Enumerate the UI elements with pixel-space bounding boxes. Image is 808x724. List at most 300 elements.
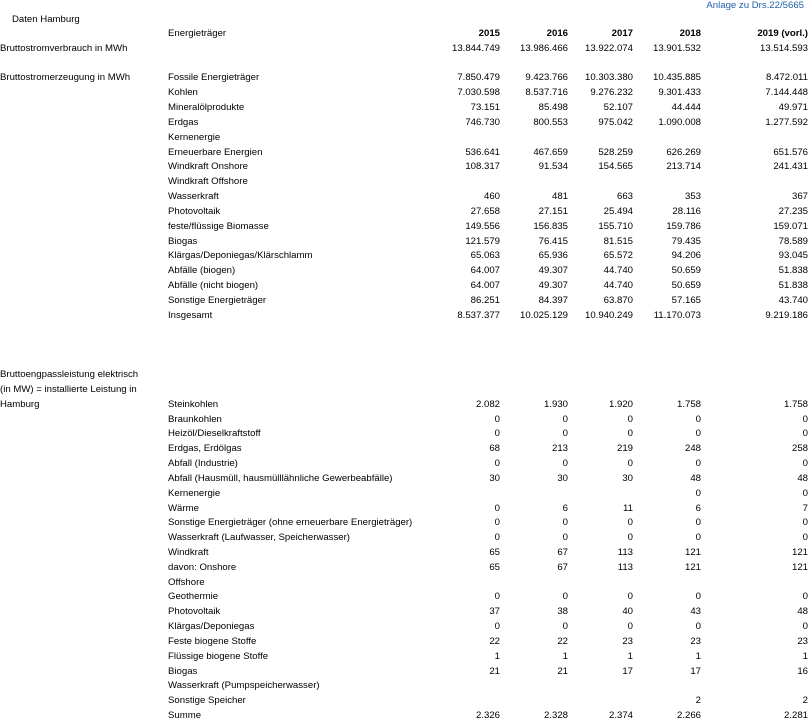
section-label	[0, 650, 168, 665]
row-label: Insgesamt	[168, 309, 213, 321]
value-cell	[701, 353, 808, 368]
value-cell: 2019 (vorl.)	[757, 28, 808, 39]
value-cell: 7.144.448	[765, 87, 808, 99]
value-cell: 81.515	[603, 235, 633, 247]
value-cell: 17	[622, 665, 633, 677]
value-cell: 38	[557, 606, 568, 618]
value-cell: 0	[802, 487, 808, 499]
value-cell: 108.317	[465, 161, 500, 173]
row-label	[168, 353, 444, 368]
section-label	[0, 679, 168, 694]
value-cell: 663	[616, 191, 633, 203]
value-cell: 48	[797, 472, 808, 484]
leistung-row	[0, 650, 808, 665]
value-cell: 78.589	[778, 235, 808, 247]
value-cell: 84.397	[538, 294, 568, 306]
section-label	[0, 294, 168, 309]
value-cell: 76.415	[538, 235, 568, 247]
row-label	[168, 42, 444, 57]
value-cell	[444, 368, 500, 383]
section-label	[0, 531, 168, 546]
value-cell	[568, 324, 633, 339]
section-label: Hamburg	[0, 398, 40, 410]
value-cell: 63.870	[603, 294, 633, 306]
leistung-row	[0, 531, 808, 546]
section-label	[0, 502, 168, 517]
value-cell: 65.572	[603, 250, 633, 262]
row-label	[168, 324, 444, 339]
value-cell: 0	[695, 621, 701, 633]
row-label: Biogas	[168, 235, 198, 247]
value-cell	[568, 487, 633, 502]
value-cell: 23	[690, 635, 701, 647]
section-label	[0, 665, 168, 680]
value-cell: 2	[695, 695, 701, 707]
value-cell: 11	[623, 502, 633, 514]
value-cell: 8.537.377	[457, 309, 500, 321]
value-cell: 149.556	[465, 220, 500, 232]
section-label	[0, 309, 168, 324]
section-label	[0, 57, 168, 72]
value-cell: 44.740	[603, 280, 633, 292]
value-cell	[500, 324, 568, 339]
value-cell	[444, 353, 500, 368]
value-cell: 30	[489, 472, 500, 484]
value-cell: 27.658	[470, 205, 500, 217]
row-label: Steinkohlen	[168, 398, 219, 410]
value-cell	[633, 368, 701, 383]
value-cell: 10.025.129	[519, 309, 568, 321]
value-cell: 49.971	[778, 102, 808, 114]
value-cell	[701, 679, 808, 694]
value-cell	[701, 131, 808, 146]
row-label: Wasserkraft (Laufwasser, Speicherwasser)	[168, 532, 350, 544]
value-cell	[500, 353, 568, 368]
value-cell: 2.266	[676, 710, 701, 722]
erzeugung-row	[0, 205, 808, 220]
value-cell	[568, 679, 633, 694]
value-cell	[444, 175, 500, 190]
value-cell: 43.740	[778, 294, 808, 306]
leistung-row	[0, 457, 808, 472]
value-cell: 91.534	[538, 161, 568, 173]
value-cell: 746.730	[465, 116, 500, 128]
value-cell: 52.107	[603, 102, 633, 114]
value-cell: 2.374	[608, 710, 633, 722]
value-cell: 2017	[611, 28, 633, 39]
section-label	[0, 635, 168, 650]
row-label: Abfall (Industrie)	[168, 458, 238, 470]
section-label	[0, 249, 168, 264]
value-cell: 258	[791, 443, 808, 455]
value-cell: 65.063	[470, 250, 500, 262]
section-label	[0, 338, 168, 353]
section-label	[0, 427, 168, 442]
value-cell: 0	[802, 591, 808, 603]
value-cell: 0	[562, 413, 568, 425]
value-cell: 0	[627, 458, 633, 470]
value-cell: 0	[802, 428, 808, 440]
value-cell	[568, 576, 633, 591]
value-cell: 353	[684, 191, 701, 203]
value-cell: 7.850.479	[457, 72, 500, 84]
value-cell: 13.986.466	[519, 42, 568, 54]
value-cell	[444, 383, 500, 398]
leistung-row	[0, 398, 808, 413]
value-cell	[500, 487, 568, 502]
value-cell	[633, 338, 701, 353]
leistung-row	[0, 427, 808, 442]
section-label	[0, 160, 168, 175]
value-cell	[701, 368, 808, 383]
value-cell: 0	[802, 413, 808, 425]
row-label: Photovoltaik	[168, 606, 221, 618]
value-cell: 25.494	[603, 205, 633, 217]
row-label: Sonstige Energieträger (ohne erneuerbare Energieträger)	[168, 517, 413, 529]
row-label: Mineralölprodukte	[168, 102, 245, 114]
value-cell: 121	[684, 561, 701, 573]
row-label: Summe	[168, 710, 202, 722]
row-label	[168, 338, 444, 353]
value-cell: 528.259	[598, 146, 633, 158]
section-label	[0, 561, 168, 576]
value-cell: 64.007	[470, 280, 500, 292]
value-cell: 0	[695, 428, 701, 440]
section-label	[0, 487, 168, 502]
erzeugung-row	[0, 146, 808, 161]
value-cell	[633, 576, 701, 591]
value-cell: 8.472.011	[766, 72, 808, 84]
value-cell	[568, 131, 633, 146]
row-label: Wasserkraft	[168, 191, 219, 203]
value-cell	[444, 324, 500, 339]
value-cell: 16	[797, 665, 808, 677]
page-title: Daten Hamburg	[12, 14, 80, 25]
value-cell: 13.514.593	[759, 42, 808, 54]
row-label: feste/flüssige Biomasse	[168, 220, 269, 232]
value-cell: 13.901.532	[652, 42, 701, 54]
section-label	[0, 442, 168, 457]
leistung-row	[0, 694, 808, 709]
erzeugung-row	[0, 279, 808, 294]
value-cell	[444, 679, 500, 694]
section-label	[0, 590, 168, 605]
value-cell	[500, 131, 568, 146]
leistung-row	[0, 546, 808, 561]
value-cell	[701, 324, 808, 339]
row-label: Kohlen	[168, 87, 198, 99]
value-cell	[701, 175, 808, 190]
value-cell	[500, 368, 568, 383]
section-label	[0, 472, 168, 487]
value-cell: 213	[551, 443, 568, 455]
value-cell	[444, 576, 500, 591]
value-cell: 481	[551, 191, 568, 203]
section-label	[0, 620, 168, 635]
spacer-row	[0, 353, 808, 368]
value-cell: 8.537.716	[525, 87, 568, 99]
value-cell: 0	[562, 621, 568, 633]
value-cell: 0	[802, 458, 808, 470]
value-cell: 248	[684, 443, 701, 455]
section-label	[0, 324, 168, 339]
value-cell: 213.714	[666, 161, 701, 173]
value-cell: 2018	[679, 28, 701, 39]
section-label	[0, 279, 168, 294]
value-cell	[568, 175, 633, 190]
value-cell: 10.303.380	[584, 72, 633, 84]
section-label	[0, 694, 168, 709]
value-cell: 9.301.433	[658, 87, 701, 99]
value-cell	[568, 383, 633, 398]
row-label: Sonstige Speicher	[168, 695, 246, 707]
erzeugung-row	[0, 71, 808, 86]
value-cell: 0	[695, 487, 701, 499]
erzeugung-row	[0, 86, 808, 101]
value-cell: 0	[695, 532, 701, 544]
section-label	[0, 353, 168, 368]
value-cell: 121	[791, 546, 808, 558]
value-cell	[500, 576, 568, 591]
section-label: Bruttostromerzeugung in MWh	[0, 72, 131, 84]
value-cell: 113	[617, 546, 633, 558]
value-cell: 1	[695, 650, 701, 662]
value-cell: 67	[557, 546, 568, 558]
row-label: Wasserkraft (Pumpspeicherwasser)	[168, 680, 320, 692]
value-cell: 49.307	[538, 265, 568, 277]
row-label: Kernenergie	[168, 487, 221, 499]
value-cell	[633, 679, 701, 694]
value-cell: 9.219.186	[765, 309, 808, 321]
leistung-row	[0, 576, 808, 591]
value-cell: 1.930	[543, 398, 568, 410]
header-row	[0, 27, 808, 42]
value-cell	[568, 353, 633, 368]
value-cell: 43	[690, 606, 701, 618]
value-cell: 0	[494, 532, 500, 544]
section-label	[0, 235, 168, 250]
value-cell: 0	[695, 517, 701, 529]
row-label: Geothermie	[168, 591, 219, 603]
erzeugung-row	[0, 220, 808, 235]
row-label: Windkraft	[168, 546, 209, 558]
leistung-row	[0, 442, 808, 457]
leistung-row	[0, 502, 808, 517]
value-cell: 0	[802, 621, 808, 633]
value-cell: 6	[695, 502, 701, 514]
value-cell: 10.435.885	[652, 72, 701, 84]
value-cell	[633, 131, 701, 146]
value-cell: 94.206	[671, 250, 701, 262]
row-label: Wärme	[168, 502, 199, 514]
section-label	[0, 27, 168, 42]
row-label: Flüssige biogene Stoffe	[168, 650, 269, 662]
row-label: Erdgas	[168, 116, 199, 128]
value-cell: 27.151	[538, 205, 568, 217]
value-cell	[444, 487, 500, 502]
value-cell: 0	[494, 413, 500, 425]
value-cell: 0	[627, 591, 633, 603]
spacer-row	[0, 338, 808, 353]
value-cell: 67	[557, 561, 568, 573]
row-label: Windkraft Onshore	[168, 161, 248, 173]
section-label	[0, 116, 168, 131]
value-cell	[500, 679, 568, 694]
value-cell: 21	[489, 665, 500, 677]
value-cell: 22	[557, 635, 568, 647]
section-label	[0, 516, 168, 531]
value-cell: 121	[684, 546, 701, 558]
erzeugung-row	[0, 309, 808, 324]
erzeugung-row	[0, 294, 808, 309]
value-cell: 79.435	[671, 235, 701, 247]
value-cell: 219	[616, 443, 633, 455]
value-cell: 9.276.232	[590, 87, 633, 99]
value-cell: 113	[617, 561, 633, 573]
value-cell: 0	[627, 428, 633, 440]
value-cell: 64.007	[470, 265, 500, 277]
value-cell: 51.838	[778, 280, 808, 292]
leistung-label-row	[0, 383, 808, 398]
section-label	[0, 413, 168, 428]
value-cell: 0	[627, 621, 633, 633]
row-label: Heizöl/Dieselkraftstoff	[168, 428, 261, 440]
leistung-row	[0, 590, 808, 605]
value-cell: 1	[494, 650, 500, 662]
value-cell: 13.922.074	[584, 42, 633, 54]
value-cell: 1	[627, 650, 633, 662]
row-label: Photovoltaik	[168, 205, 221, 217]
value-cell: 23	[622, 635, 633, 647]
section-label	[0, 175, 168, 190]
document-reference: Anlage zu Drs.22/5665	[706, 0, 804, 11]
value-cell: 159.071	[773, 220, 808, 232]
value-cell: 2.326	[475, 710, 500, 722]
value-cell: 86.251	[470, 294, 500, 306]
value-cell: 27.235	[778, 205, 808, 217]
value-cell: 121.579	[465, 235, 500, 247]
row-label: Biogas	[168, 665, 198, 677]
row-label	[168, 383, 444, 398]
value-cell	[444, 338, 500, 353]
section-label	[0, 131, 168, 146]
value-cell: 48	[797, 606, 808, 618]
section-label: Bruttoengpassleistung elektrisch	[0, 369, 139, 381]
value-cell: 2.082	[475, 398, 500, 410]
erzeugung-row	[0, 264, 808, 279]
row-label: Feste biogene Stoffe	[168, 635, 257, 647]
value-cell: 7	[802, 502, 808, 514]
section-label	[0, 205, 168, 220]
section-label	[0, 605, 168, 620]
leistung-row	[0, 635, 808, 650]
value-cell: 65.936	[538, 250, 568, 262]
value-cell: 0	[562, 532, 568, 544]
value-cell: 2.281	[783, 710, 808, 722]
value-cell	[633, 175, 701, 190]
row-label: Braunkohlen	[168, 413, 222, 425]
value-cell	[633, 324, 701, 339]
value-cell: 50.659	[671, 280, 701, 292]
value-cell: 44.740	[603, 265, 633, 277]
value-cell: 7.030.598	[457, 87, 500, 99]
value-cell	[500, 175, 568, 190]
value-cell: 460	[483, 191, 500, 203]
erzeugung-row	[0, 160, 808, 175]
value-cell	[633, 57, 701, 72]
value-cell: 0	[494, 517, 500, 529]
section-label	[0, 146, 168, 161]
section-label: Bruttostromverbrauch in MWh	[0, 42, 128, 54]
value-cell	[500, 694, 568, 709]
section-label	[0, 457, 168, 472]
erzeugung-row	[0, 116, 808, 131]
value-cell: 1	[802, 650, 808, 662]
value-cell: 0	[695, 413, 701, 425]
value-cell: 30	[557, 472, 568, 484]
value-cell: 651.576	[773, 146, 808, 158]
leistung-row	[0, 679, 808, 694]
leistung-row	[0, 665, 808, 680]
value-cell: 48	[690, 472, 701, 484]
row-label: Erneuerbare Energien	[168, 146, 263, 158]
value-cell: 22	[489, 635, 500, 647]
value-cell: 626.269	[666, 146, 701, 158]
row-label: Abfälle (nicht biogen)	[168, 280, 259, 292]
value-cell: 1.758	[783, 398, 808, 410]
value-cell: 0	[494, 591, 500, 603]
value-cell: 21	[557, 665, 568, 677]
row-label: Klärgas/Deponiegas	[168, 621, 255, 633]
value-cell: 241.431	[773, 161, 808, 173]
erzeugung-row	[0, 175, 808, 190]
value-cell: 0	[627, 413, 633, 425]
value-cell	[633, 353, 701, 368]
value-cell: 467.659	[533, 146, 568, 158]
energy-data-table	[0, 27, 808, 724]
section-label	[0, 101, 168, 116]
value-cell: 93.045	[778, 250, 808, 262]
value-cell	[444, 131, 500, 146]
value-cell	[568, 338, 633, 353]
value-cell: 49.307	[538, 280, 568, 292]
value-cell: 11.170.073	[653, 309, 701, 321]
value-cell: 0	[802, 517, 808, 529]
value-cell: 0	[494, 502, 500, 514]
value-cell	[444, 694, 500, 709]
value-cell: 65	[489, 561, 500, 573]
value-cell: 0	[695, 458, 701, 470]
value-cell: 121	[791, 561, 808, 573]
row-label: Abfälle (biogen)	[168, 265, 236, 277]
value-cell: 0	[802, 532, 808, 544]
value-cell: 65	[489, 546, 500, 558]
value-cell	[500, 338, 568, 353]
value-cell	[500, 383, 568, 398]
value-cell	[568, 57, 633, 72]
value-cell: 6	[562, 502, 568, 514]
value-cell: 0	[627, 517, 633, 529]
value-cell: 37	[489, 606, 500, 618]
section-label: (in MW) = installierte Leistung in	[0, 383, 137, 395]
value-cell: 40	[622, 606, 633, 618]
row-label: Sonstige Energieträger	[168, 294, 267, 306]
section-label	[0, 86, 168, 101]
value-cell: 0	[695, 591, 701, 603]
value-cell: 0	[562, 428, 568, 440]
value-cell: 1.920	[608, 398, 633, 410]
value-cell	[500, 57, 568, 72]
